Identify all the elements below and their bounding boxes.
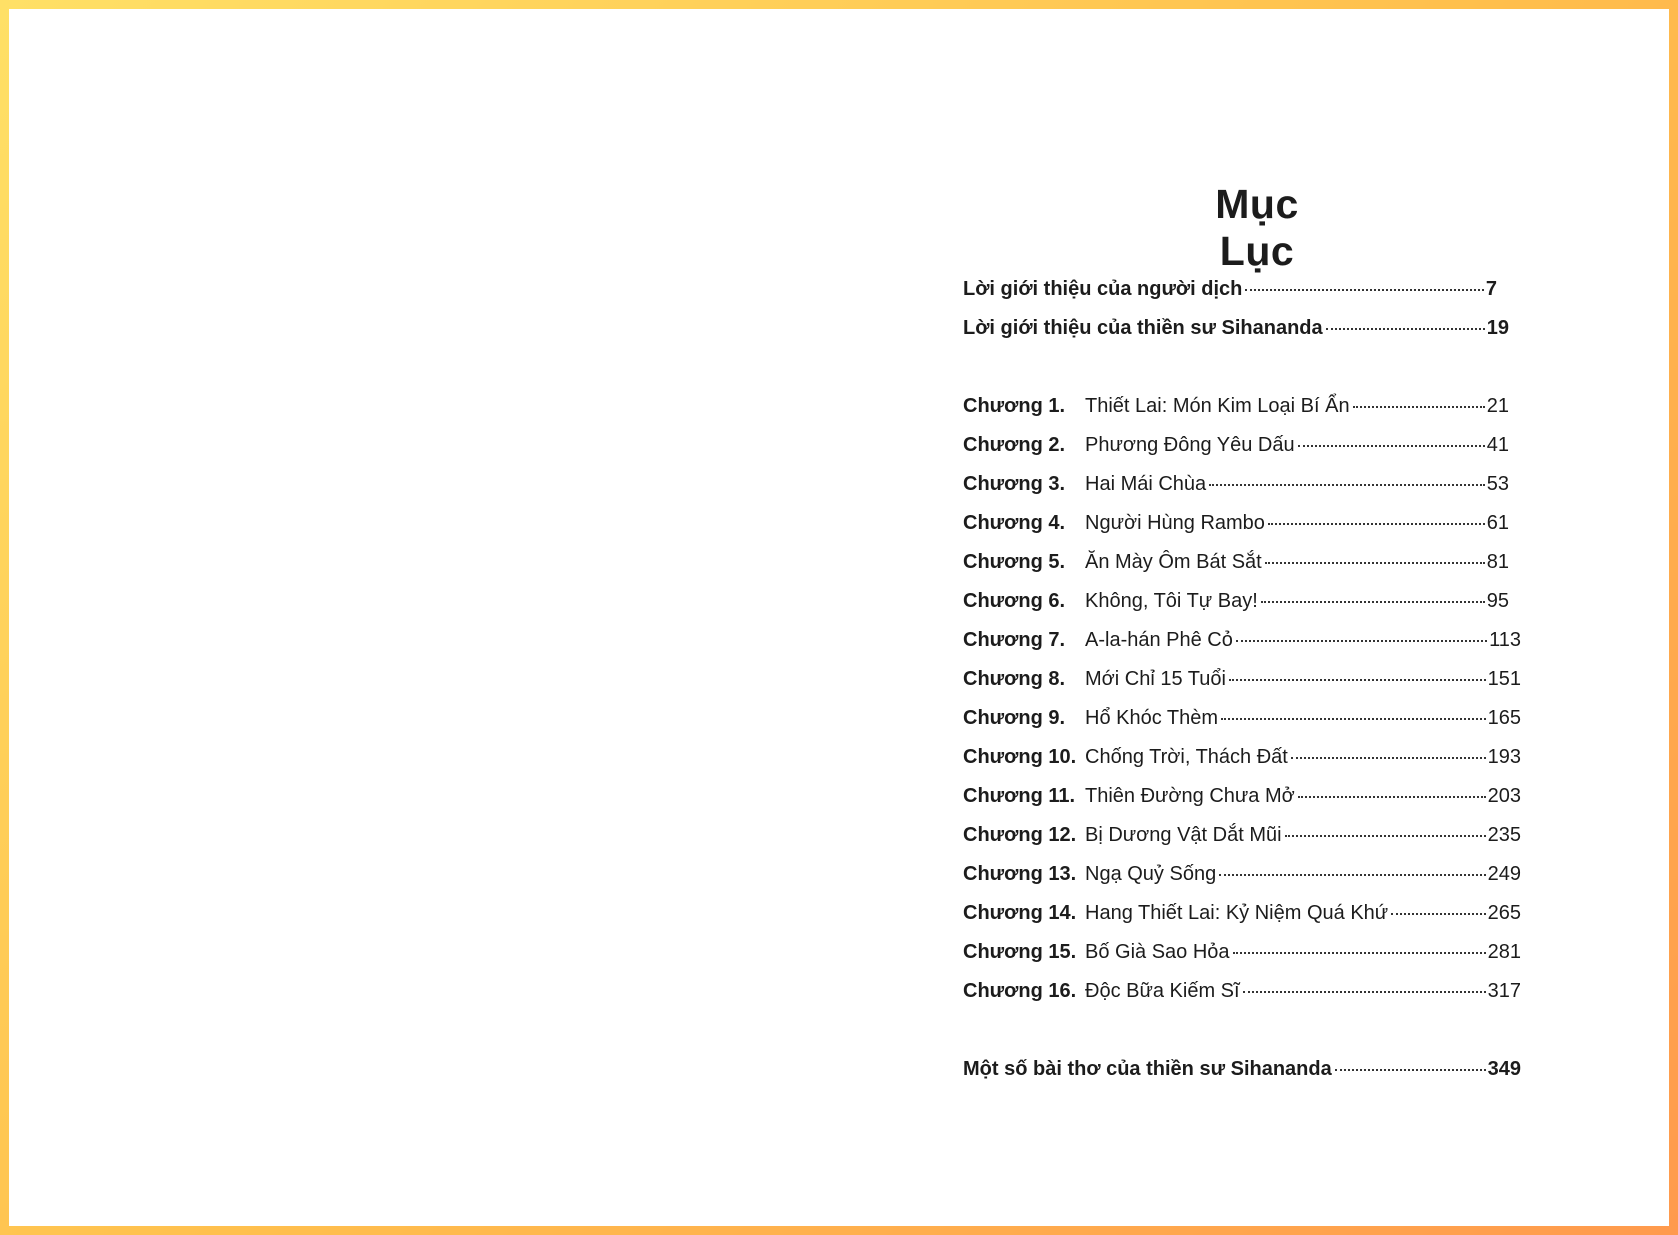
toc-entry-title: Một số bài thơ của thiền sư Sihananda bbox=[963, 1058, 1332, 1080]
chapter-page: 81 bbox=[1486, 551, 1509, 573]
chapter-page: 21 bbox=[1486, 395, 1509, 417]
dot-leader bbox=[1326, 328, 1485, 330]
toc-chapter-5 bbox=[963, 551, 1509, 581]
toc-chapter-7 bbox=[963, 629, 1521, 659]
chapter-page: 203 bbox=[1487, 785, 1521, 807]
toc-chapter-2 bbox=[963, 434, 1509, 464]
chapter-title: Hổ Khóc Thèm bbox=[1085, 707, 1219, 729]
toc-chapter-6 bbox=[963, 590, 1509, 620]
dot-leader bbox=[1268, 523, 1485, 525]
chapter-page: 113 bbox=[1489, 629, 1521, 651]
dot-leader bbox=[1298, 445, 1485, 447]
toc-chapter-16 bbox=[963, 980, 1521, 1010]
chapter-page: 165 bbox=[1487, 707, 1521, 729]
dot-leader bbox=[1209, 484, 1485, 486]
toc-chapter-12 bbox=[963, 824, 1521, 854]
dot-leader bbox=[1261, 601, 1485, 603]
chapter-title: Độc Bữa Kiếm Sĩ bbox=[1085, 980, 1240, 1002]
toc-chapter-9 bbox=[963, 707, 1521, 737]
chapter-title: Phương Đông Yêu Dấu bbox=[1085, 434, 1295, 456]
dot-leader bbox=[1229, 679, 1486, 681]
dot-leader bbox=[1221, 718, 1486, 720]
dot-leader bbox=[1353, 406, 1485, 408]
toc-entry-intro-master bbox=[963, 317, 1509, 347]
toc-chapter-11 bbox=[963, 785, 1521, 815]
chapter-title: A-la-hán Phê Cỏ bbox=[1085, 629, 1233, 651]
toc-entry-intro-translator bbox=[963, 278, 1497, 308]
dot-leader bbox=[1243, 991, 1486, 993]
chapter-page: 265 bbox=[1487, 902, 1521, 924]
chapter-label: Chương 15. bbox=[963, 941, 1077, 963]
chapter-title: Không, Tôi Tự Bay! bbox=[1085, 590, 1258, 612]
chapter-title: Bố Già Sao Hỏa bbox=[1085, 941, 1230, 963]
dot-leader bbox=[1285, 835, 1486, 837]
chapter-label: Chương 2. bbox=[963, 434, 1066, 456]
toc-heading: Mục Lục bbox=[1215, 181, 1299, 274]
toc-chapter-15 bbox=[963, 941, 1521, 971]
toc-chapter-1 bbox=[963, 395, 1509, 425]
chapter-label: Chương 7. bbox=[963, 629, 1066, 651]
dot-leader bbox=[1298, 796, 1486, 798]
toc-entry-poems bbox=[963, 1058, 1521, 1088]
toc-entry-title: Lời giới thiệu của người dịch bbox=[963, 278, 1243, 300]
dot-leader bbox=[1265, 562, 1485, 564]
dot-leader bbox=[1391, 913, 1485, 915]
chapter-page: 151 bbox=[1487, 668, 1521, 690]
chapter-title: Mới Chỉ 15 Tuổi bbox=[1085, 668, 1226, 690]
chapter-title: Ăn Mày Ôm Bát Sắt bbox=[1085, 551, 1262, 573]
chapter-page: 193 bbox=[1487, 746, 1521, 768]
chapter-label: Chương 10. bbox=[963, 746, 1077, 768]
chapter-title: Thiết Lai: Món Kim Loại Bí Ẩn bbox=[1085, 395, 1350, 417]
toc-chapter-8 bbox=[963, 668, 1521, 698]
book-page-spread bbox=[9, 9, 1669, 1226]
chapter-label: Chương 16. bbox=[963, 980, 1077, 1002]
chapter-page: 281 bbox=[1487, 941, 1521, 963]
dot-leader bbox=[1236, 640, 1487, 642]
chapter-label: Chương 8. bbox=[963, 668, 1066, 690]
chapter-page: 249 bbox=[1487, 863, 1521, 885]
dot-leader bbox=[1245, 289, 1484, 291]
toc-entry-page: 349 bbox=[1487, 1058, 1521, 1080]
chapter-label: Chương 9. bbox=[963, 707, 1066, 729]
dot-leader bbox=[1291, 757, 1486, 759]
toc-entry-page: 19 bbox=[1486, 317, 1509, 339]
chapter-page: 41 bbox=[1486, 434, 1509, 456]
chapter-page: 61 bbox=[1486, 512, 1509, 534]
chapter-title: Chống Trời, Thách Đất bbox=[1085, 746, 1288, 768]
chapter-label: Chương 13. bbox=[963, 863, 1077, 885]
chapter-label: Chương 11. bbox=[963, 785, 1076, 807]
chapter-title: Ngạ Quỷ Sống bbox=[1085, 863, 1217, 885]
chapter-page: 53 bbox=[1486, 473, 1509, 495]
dot-leader bbox=[1233, 952, 1486, 954]
chapter-label: Chương 14. bbox=[963, 902, 1077, 924]
chapter-page: 95 bbox=[1486, 590, 1509, 612]
chapter-title: Hang Thiết Lai: Kỷ Niệm Quá Khứ bbox=[1085, 902, 1389, 924]
chapter-label: Chương 6. bbox=[963, 590, 1066, 612]
dot-leader bbox=[1335, 1069, 1486, 1071]
toc-chapter-4 bbox=[963, 512, 1509, 542]
toc-chapter-3 bbox=[963, 473, 1509, 503]
chapter-title: Thiên Đường Chưa Mở bbox=[1085, 785, 1295, 807]
toc-entry-title: Lời giới thiệu của thiền sư Sihananda bbox=[963, 317, 1323, 339]
dot-leader bbox=[1219, 874, 1485, 876]
chapter-page: 317 bbox=[1487, 980, 1521, 1002]
chapter-label: Chương 1. bbox=[963, 395, 1066, 417]
chapter-label: Chương 3. bbox=[963, 473, 1066, 495]
chapter-title: Người Hùng Rambo bbox=[1085, 512, 1265, 534]
chapter-label: Chương 5. bbox=[963, 551, 1066, 573]
toc-entry-page: 7 bbox=[1485, 278, 1497, 300]
chapter-page: 235 bbox=[1487, 824, 1521, 846]
chapter-label: Chương 4. bbox=[963, 512, 1066, 534]
chapter-title: Hai Mái Chùa bbox=[1085, 473, 1207, 495]
chapter-label: Chương 12. bbox=[963, 824, 1077, 846]
toc-chapter-10 bbox=[963, 746, 1521, 776]
toc-chapter-14 bbox=[963, 902, 1521, 932]
chapter-title: Bị Dương Vật Dắt Mũi bbox=[1085, 824, 1282, 846]
toc-chapter-13 bbox=[963, 863, 1521, 893]
